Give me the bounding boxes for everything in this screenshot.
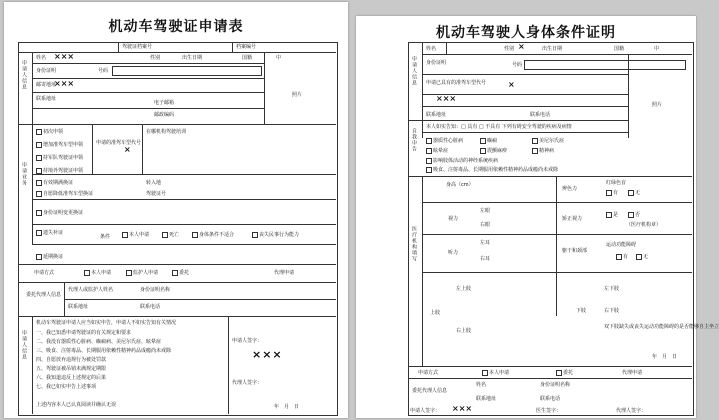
form1-field-right-2: 转入地	[146, 180, 162, 186]
form1-decl-4: 四、自愿放弃违规行为被处罚款	[36, 357, 107, 363]
form2-proxy-label: 委托代理人信息	[412, 388, 448, 394]
form2-lower-right: 右下肢	[604, 308, 620, 314]
form2-disease-checkbox-1[interactable]	[426, 138, 432, 144]
form1-cond-1: 本人申请	[129, 232, 150, 238]
form2-correction-no-checkbox[interactable]	[628, 212, 634, 218]
form2-proxy-address: 联系地址	[476, 396, 497, 402]
form1-condition-label: 条件	[100, 234, 111, 240]
form2-torso-no-checkbox[interactable]	[636, 254, 642, 260]
form1-opt-checkbox-6[interactable]	[36, 191, 42, 197]
form2-lower-label: 下肢	[576, 308, 587, 314]
form1-proxy-field-2: 身份证明名称	[140, 287, 171, 293]
form1-decl-5: 五、驾驶证被吊销未满规定期限	[36, 366, 107, 372]
form2-signer-label: 申请人签字：	[410, 408, 441, 414]
form1-birth-label: 出生日期	[182, 55, 203, 61]
form1-id-number-boxes[interactable]	[112, 66, 262, 76]
form2-vehicle-value: ×××	[436, 94, 457, 103]
form2-method-2: 委托	[563, 370, 574, 376]
form1-decl-6: 六、我知道违反上述规定的后果	[36, 375, 107, 381]
form2-nationality-value: 中	[654, 46, 660, 52]
form2-section-applicant: 申请人信息	[411, 56, 417, 86]
form2-color-label: 辨色力	[562, 186, 578, 192]
form1-opt-checkbox-9[interactable]	[36, 254, 42, 260]
form1-cond-checkbox-1[interactable]	[122, 232, 128, 238]
form2-id-number-label: 号码	[512, 62, 523, 68]
form2-disease-2: 癫痫	[487, 138, 498, 144]
form2-color-no-checkbox[interactable]	[628, 190, 634, 196]
form1-decl-2: 二、我没有器质性心脏病、癫痫病、美尼尔氏症、眩晕症	[36, 339, 162, 345]
form2-disease-checkbox-3[interactable]	[532, 138, 538, 144]
form1-decl-1: 一、我已知悉申请驾驶证的有关规定和要求	[36, 330, 132, 336]
form2-title: 机动车驾驶人身体条件证明	[436, 25, 616, 41]
form1-declaration-side: 申请人信息	[21, 330, 27, 360]
form1-archive-label: 驾驶证档案号	[122, 44, 153, 50]
form2-hearing-left: 左耳	[480, 240, 491, 246]
form1-address-value: ×××	[54, 79, 75, 88]
form1-method-3: 委托	[179, 270, 190, 276]
form1-gender-label: 性别	[150, 55, 161, 61]
form2-disease-3: 美尼尔氏症	[539, 138, 565, 144]
form2-vision-label: 视力	[448, 216, 459, 222]
form1-opt-checkbox-1[interactable]	[36, 129, 42, 135]
form1-decl-3: 三、吸食、注射毒品、长期服用依赖性精神药品成瘾尚未戒除	[36, 348, 172, 354]
form2-disease-checkbox-4[interactable]	[426, 148, 432, 154]
form1-id-number-label: 号码	[98, 68, 109, 74]
form1-proxy-field-1: 代理人或监护人姓名	[68, 287, 114, 293]
form1-decl-0: 机动车驾驶证申请人应当如实申告，申请人不如实告知有关情况	[36, 320, 177, 326]
form1-title: 机动车驾驶证申请表	[108, 19, 244, 35]
form2-torso-yes: 有	[623, 254, 629, 260]
form1-method-4: 代理申请	[274, 270, 295, 276]
form1-method-checkbox-1[interactable]	[84, 270, 90, 276]
form1-decl-8: 上述内容本人已认真阅读并确认无误	[36, 402, 117, 408]
form1-decl-7: 七、我已如实申告上述事项	[36, 384, 97, 390]
form2-proxy-id: 身份证明名称	[540, 382, 571, 388]
form2-disease-1: 器质性心脏病	[433, 138, 464, 144]
form2-stamp: （医疗机构章）	[626, 222, 662, 228]
form2-upper-left: 左上肢	[456, 286, 472, 292]
form2-lower-note: 双下肢缺失或丧失运动功能障碍的是否能够自主坐立	[604, 324, 719, 330]
form1-method-checkbox-3[interactable]	[172, 270, 178, 276]
form1-opt-3: 持军队驾驶证申领	[43, 155, 84, 161]
form2-height-label: 身高（cm）	[446, 182, 474, 188]
form2-disease-4: 眩晕症	[433, 148, 449, 154]
form1-nationality-value: 中	[276, 55, 282, 61]
form2-torso-yes-checkbox[interactable]	[616, 254, 622, 260]
form2-section-medical: 医疗机构填写	[411, 226, 417, 262]
form2-method-1: 本人申请	[489, 370, 510, 376]
form1-opt-8: 遗失补证	[43, 230, 64, 236]
form2-id-number-boxes[interactable]	[524, 60, 686, 70]
form2-disease-checkbox-2[interactable]	[480, 138, 486, 144]
form1-method-2: 监护人申请	[133, 270, 159, 276]
form2-license-label: 申请已具有的准驾车型代号	[426, 80, 487, 86]
form2-signer-value: ×××	[452, 404, 473, 413]
form2-disease-8: 吸食、注射毒品、长期服用依赖性精神药品成瘾尚未戒除	[433, 167, 559, 173]
form1-cond-checkbox-4[interactable]	[252, 232, 258, 238]
form1-id-label: 身份证明	[36, 68, 57, 74]
form1-opt-checkbox-8[interactable]	[36, 230, 42, 236]
form1-name-label: 姓名	[36, 55, 47, 61]
form2-disease-6: 精神病	[539, 148, 555, 154]
form2-correction-label: 矫正视力	[562, 216, 583, 222]
form2-doctor-sign: 医生签字：	[536, 408, 562, 414]
form2-correction-yes: 是	[613, 212, 619, 218]
form2-disease-7: 影响肢体活动的神经系统疾病	[433, 158, 499, 164]
form2-proxy-name: 姓名	[476, 382, 487, 388]
form1-opt-7: 身份证明变更换证	[43, 210, 84, 216]
form1-proxy-field-4: 联系地址	[68, 304, 89, 310]
form1-proxy-field-5: 联系电话	[140, 304, 161, 310]
form1-opt-checkbox-7[interactable]	[36, 210, 42, 216]
form2-hearing-label: 听力	[448, 250, 459, 256]
form1-postcode-label: 邮政编码	[154, 112, 175, 118]
form2-upper-right: 右上肢	[456, 328, 472, 334]
form1-opt-4: 持境外驾驶证申领	[43, 168, 84, 174]
form1-section-type: 申请业务	[21, 162, 27, 186]
form2-disease-5: 震颤麻痹	[487, 148, 508, 154]
form2-method-3: 代理申请	[622, 370, 643, 376]
form2-license-value: ×	[508, 80, 515, 89]
form1-section-proxy: 委托代理人信息	[26, 292, 62, 298]
form1-archive-right: 档案编号	[236, 44, 257, 50]
form1-opt-6: 自愿降低准驾车型换证	[43, 191, 94, 197]
form2-vision-left: 左眼	[480, 208, 491, 214]
physical-condition-certificate	[356, 16, 719, 418]
form2-vision-right: 右眼	[480, 222, 491, 228]
form2-color-opt-1: 红绿色盲	[606, 180, 627, 186]
form1-cond-2: 死亡	[169, 232, 180, 238]
form1-opt-checkbox-5[interactable]	[36, 180, 42, 186]
form1-cond-4: 丧失民事行为能力	[259, 232, 300, 238]
form1-field-right-3: 驾驶证号	[146, 191, 167, 197]
license-application-form	[4, 2, 348, 418]
form2-address-label: 联系地址	[426, 112, 447, 118]
form2-color-no: 无	[635, 190, 641, 196]
form2-name-label: 姓名	[426, 46, 437, 52]
form2-color-yes-checkbox[interactable]	[606, 190, 612, 196]
form1-photo-label: 照片	[292, 92, 303, 98]
form2-phone-label: 联系电话	[530, 112, 551, 118]
form2-id-label: 身份证明	[426, 60, 447, 66]
form2-lower-left: 左下肢	[604, 286, 620, 292]
form1-cond-checkbox-2[interactable]	[162, 232, 168, 238]
form1-contact-address: 联系地址	[36, 96, 57, 102]
form1-opt-9: 延期换证	[43, 254, 64, 260]
form2-torso-res: 运动功能障碍	[606, 242, 637, 248]
form1-apply-vehicle-type: 申请的准驾车型代号	[96, 140, 142, 146]
form2-upper-label: 上肢	[430, 310, 441, 316]
form2-torso-label: 躯干和颈部	[562, 248, 588, 254]
form2-section-self: 自我申告	[411, 128, 417, 152]
form1-cond-3: 身体条件不适合	[199, 232, 235, 238]
form1-date-label: 年 月 日	[274, 404, 300, 410]
form2-agent-sign: 代理人签字：	[616, 408, 647, 414]
form1-section-applicant: 申请人信息	[21, 60, 27, 90]
form2-disease-checkbox-7[interactable]	[426, 158, 432, 164]
form1-opt-2: 增加准驾车型申领	[43, 142, 84, 148]
form1-guardian-label: 代理人签字：	[232, 380, 263, 386]
form2-gender-label: 性别	[504, 46, 515, 52]
form2-nationality-label: 国籍	[614, 46, 625, 52]
form2-method-checkbox-1[interactable]	[482, 370, 488, 376]
form2-self-intro: 本人如实告知：□ 具有 □ 不具有 下列有碍安全驾驶的疾病及病情	[426, 124, 572, 130]
form1-name-value: ×××	[54, 52, 75, 61]
form1-opt-5: 有效期满换证	[43, 180, 74, 186]
form2-disease-checkbox-8[interactable]	[426, 167, 432, 173]
form2-gender-value: ×	[518, 42, 525, 51]
form2-disease-checkbox-6[interactable]	[532, 148, 538, 154]
form2-correction-no: 否	[635, 212, 641, 218]
form2-method-checkbox-2[interactable]	[556, 370, 562, 376]
form1-opt-1: 初次申领	[43, 129, 64, 135]
form2-proxy-phone: 联系电话	[540, 396, 561, 402]
form1-cond-checkbox-3[interactable]	[192, 232, 198, 238]
form1-mark-x: ×	[124, 145, 131, 154]
form1-signer-value: ×××	[252, 348, 283, 361]
form2-photo-label: 照片	[652, 102, 663, 108]
form1-apply-method: 申请方式	[34, 270, 55, 276]
form1-opt-checkbox-2[interactable]	[36, 142, 42, 148]
form2-birth-label: 出生日期	[542, 46, 563, 52]
form2-color-yes: 有	[613, 190, 619, 196]
form1-method-checkbox-2[interactable]	[126, 270, 132, 276]
form1-signer-label: 申请人签字：	[232, 338, 263, 344]
form2-correction-yes-checkbox[interactable]	[606, 212, 612, 218]
form2-apply-method: 申请方式	[418, 370, 439, 376]
form2-disease-checkbox-5[interactable]	[480, 148, 486, 154]
form2-doctor-date: 年 月 日	[652, 354, 678, 360]
form1-opt-checkbox-3[interactable]	[36, 155, 42, 161]
form1-field-right-1: 在哪机构驾驶培训	[146, 129, 187, 135]
form1-method-1: 本人申请	[91, 270, 112, 276]
form1-phone-label: 电子邮箱	[154, 100, 175, 106]
form1-address-label: 邮寄地址	[36, 82, 57, 88]
form2-torso-no: 无	[643, 254, 649, 260]
form1-nationality-label: 国籍	[242, 55, 253, 61]
form2-hearing-right: 右耳	[480, 256, 491, 262]
